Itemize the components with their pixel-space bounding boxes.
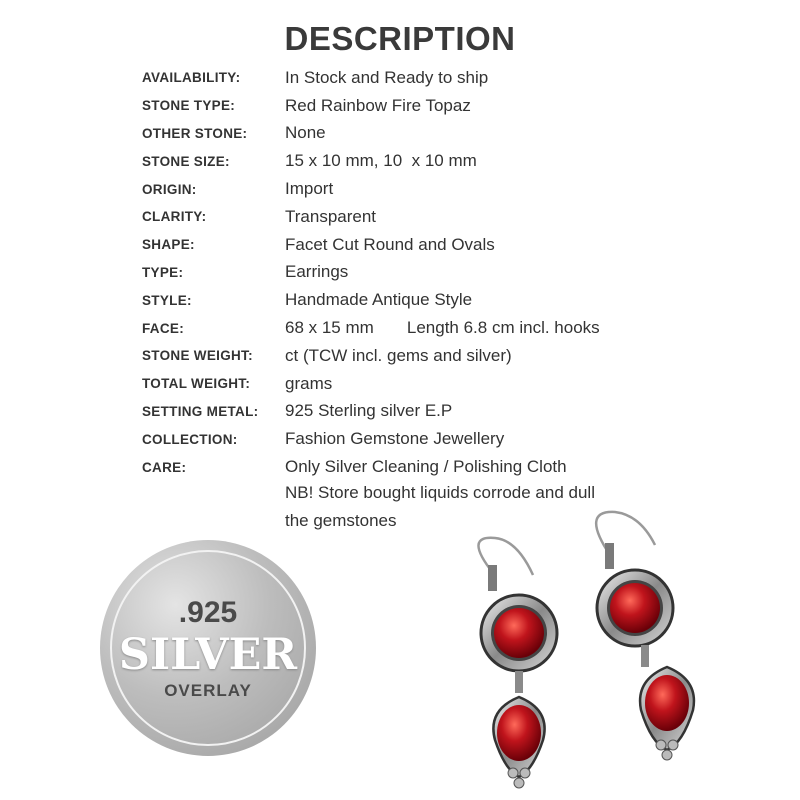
spec-row-style <box>142 286 762 314</box>
spec-row-stone-weight <box>142 342 762 370</box>
spec-row-collection <box>142 425 762 453</box>
spec-label: STYLE: <box>142 292 192 308</box>
spec-row-origin <box>142 175 762 203</box>
page-title: DESCRIPTION <box>284 20 516 57</box>
spec-label: COLLECTION: <box>142 431 238 447</box>
spec-value: Red Rainbow Fire Topaz <box>285 95 471 115</box>
spec-row-clarity <box>142 203 762 231</box>
badge-purity: .925 <box>178 596 238 629</box>
left-link <box>515 671 523 693</box>
spec-value: grams <box>285 373 333 393</box>
spec-label: STONE TYPE: <box>142 98 236 114</box>
spec-row-care <box>142 453 762 481</box>
spec-label: CARE: <box>142 459 187 475</box>
spec-label: CLARITY: <box>142 209 207 225</box>
right-hook <box>596 512 655 555</box>
spec-value: None <box>285 123 326 143</box>
spec-label: TYPE: <box>142 264 184 280</box>
spec-row-total-weight <box>142 370 762 398</box>
spec-label: SETTING METAL: <box>142 403 259 419</box>
spec-value: 68 x 15 mm Length 6.8 cm incl. hooks <box>285 318 600 338</box>
care-note-line-2: the gemstones <box>285 511 397 530</box>
spec-label: ORIGIN: <box>142 181 197 197</box>
badge-silver-text: SILVER <box>118 630 298 680</box>
spec-row-shape <box>142 231 762 259</box>
care-note-line-1: NB! Store bought liquids corrode and dull <box>285 483 595 502</box>
right-hook-coil <box>605 543 614 569</box>
spec-label: STONE WEIGHT: <box>142 348 253 364</box>
spec-value: Facet Cut Round and Ovals <box>285 234 495 254</box>
spec-label: OTHER STONE: <box>142 125 248 141</box>
left-hook-coil <box>488 565 497 591</box>
spec-value: 15 x 10 mm, 10 x 10 mm <box>285 151 477 171</box>
spec-row-setting-metal <box>142 398 762 426</box>
left-earring <box>478 538 557 788</box>
spec-label: AVAILABILITY: <box>142 70 241 86</box>
spec-row-other-stone <box>142 120 762 148</box>
spec-value: Import <box>285 179 334 199</box>
spec-value: In Stock and Ready to ship <box>285 67 489 87</box>
spec-row-stone-size <box>142 147 762 175</box>
spec-row-face <box>142 314 762 342</box>
spec-value: Earrings <box>285 262 349 282</box>
spec-value: 925 Sterling silver E.P <box>285 401 453 421</box>
left-oval-gem <box>497 705 541 761</box>
spec-label: TOTAL WEIGHT: <box>142 376 251 392</box>
spec-label: STONE SIZE: <box>142 153 230 169</box>
spec-label: FACE: <box>142 320 184 336</box>
spec-row-type <box>142 259 762 287</box>
right-link <box>641 645 649 667</box>
badge-overlay-text: OVERLAY <box>164 681 252 700</box>
spec-value: Fashion Gemstone Jewellery <box>285 429 505 449</box>
spec-value: ct (TCW incl. gems and silver) <box>285 345 512 365</box>
right-oval-gem <box>645 675 689 731</box>
silver-overlay-badge <box>100 540 316 756</box>
right-earring <box>596 512 694 760</box>
spec-table <box>142 64 762 481</box>
spec-value: Transparent <box>285 206 377 226</box>
spec-row-availability <box>142 64 762 92</box>
spec-value: Handmade Antique Style <box>285 290 473 310</box>
spec-row-stone-type <box>142 92 762 120</box>
earrings-image <box>455 505 715 795</box>
spec-value: Only Silver Cleaning / Polishing Cloth <box>285 457 567 477</box>
left-hook <box>478 538 533 575</box>
right-round-gem <box>610 583 660 633</box>
left-round-gem <box>494 608 544 658</box>
spec-label: SHAPE: <box>142 237 195 253</box>
